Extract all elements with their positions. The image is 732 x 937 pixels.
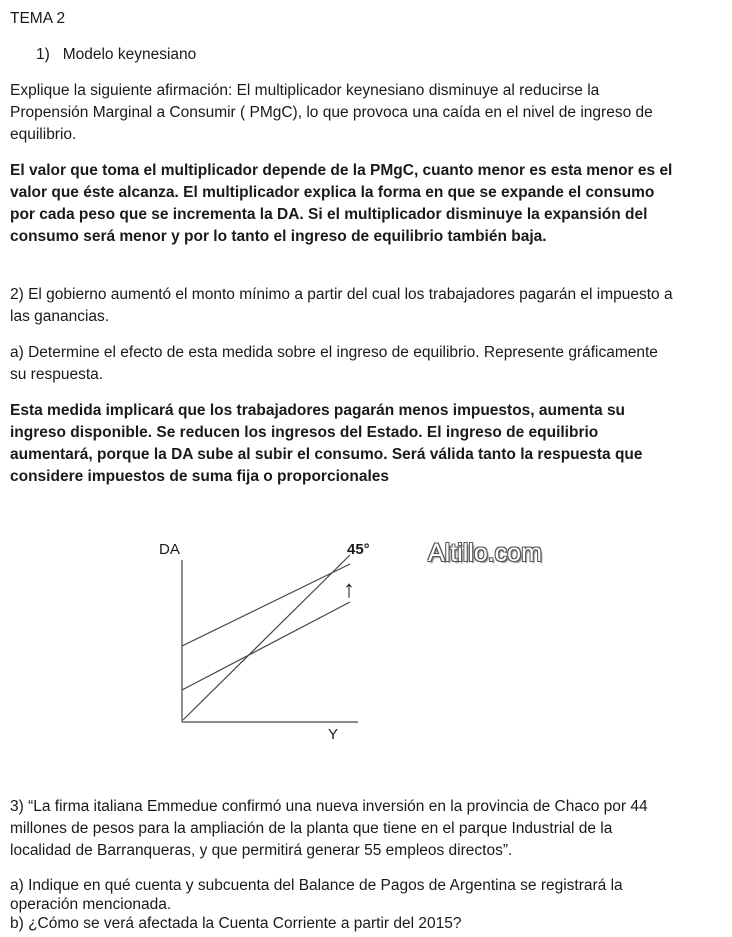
question-3a-text: a) Indique en qué cuenta y subcuenta del Balance de Pagos de Argentina se registrará la operación mencionada. [10, 877, 623, 913]
line-45-degree [183, 555, 350, 720]
question-3-text: 3) “La firma italiana Emmedue confirmó una nueva inversión en la provincia de Chaco por 44 millones de pesos para la ampliación de la planta que tiene en el parque Industrial de la localidad de Barranqueras, y que permitirá generar 55 empleos directos”. [10, 798, 648, 859]
answer-2-text: Esta medida implicará que los trabajadores pagarán menos impuestos, aumenta su ingreso disponible. Se reducen los ingresos del Estado. El ingreso de equilibrio aumentará, porque la DA sube al subir el consumo. Será válida tanto la respuesta que considere impuestos de suma fija o proporcionales [10, 402, 643, 485]
page-title: TEMA 2 [10, 10, 66, 27]
question-2-text: 2) El gobierno aumentó el monto mínimo a partir del cual los trabajadores pagarán el impuesto a las ganancias. [10, 286, 673, 325]
da-axis-label: DA [159, 541, 180, 558]
aggregate-demand-diagram [150, 530, 380, 745]
question-2a-text: a) Determine el efecto de esta medida sobre el ingreso de equilibrio. Represente gráficamente su respuesta. [10, 344, 658, 383]
question-1-text: Explique la siguiente afirmación: El multiplicador keynesiano disminuye al reducirse la Propensión Marginal a Consumir ( PMgC), lo que provoca una caída en el nivel de ingreso de equilibrio. [10, 82, 653, 143]
line-45-label: 45° [347, 541, 370, 558]
diagram-canvas [150, 530, 380, 745]
da-line-initial [182, 602, 350, 690]
da-line-shifted [182, 564, 350, 646]
question-3b-text: b) ¿Cómo se verá afectada la Cuenta Corriente a partir del 2015? [10, 915, 462, 932]
section-heading: 1) Modelo keynesiano [36, 46, 197, 63]
answer-1-text: El valor que toma el multiplicador depende de la PMgC, cuanto menor es esta menor es el valor que éste alcanza. El multiplicador explica la forma en que se expande el consumo por cada peso que se incrementa la DA. Si el multiplicador disminuye la expansión del consumo será menor y por lo tanto el ingreso de equilibrio también baja. [10, 162, 673, 245]
y-axis-label: Y [328, 726, 339, 743]
watermark-logo: Altillo.com [428, 539, 542, 567]
up-arrow-icon: ↑ [343, 576, 355, 603]
